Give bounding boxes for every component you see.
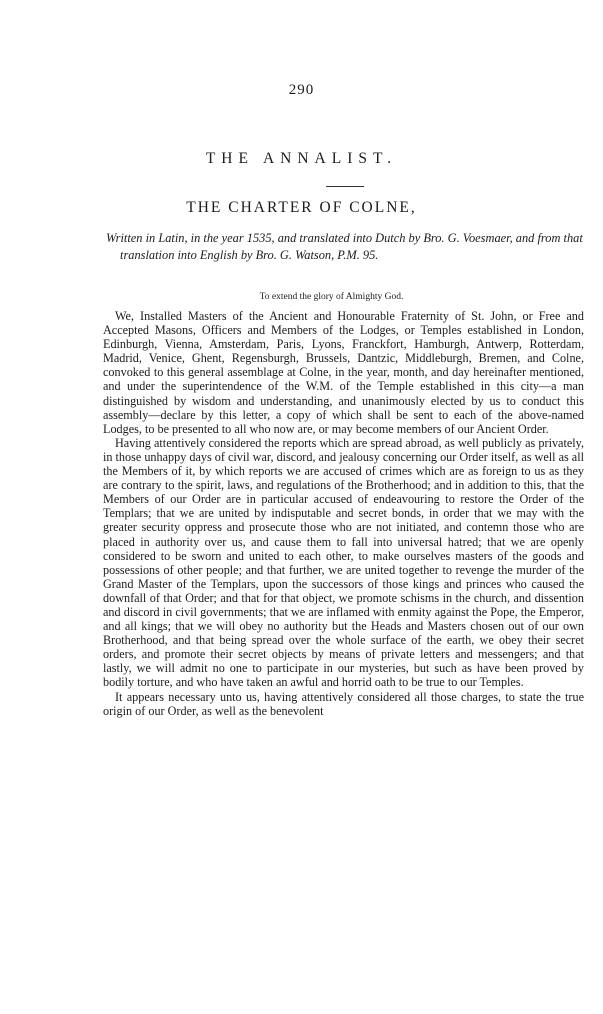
paragraph-3: It appears necessary unto us, having attentively considered all those charges, to state the true origin of our Order, as well as the benevolent [103,689,584,718]
page-number: 290 [288,82,315,98]
chapter-title: THE CHARTER OF COLNE, [186,199,417,216]
paragraph-1: We, Installed Masters of the Ancient and Honourable Fraternity of St. John, or Free and Accepted Masons, Officers and Members of the Lodges, or Temples established in London, Edinburgh, Vienna, Amsterdam, Paris, Lyons, Franckfort, Hamburgh, Antwerp, Rotterdam, Madrid, Venice, Ghent, Regensburgh, Brussels, Dantzic, Middleburgh, Bremen, and Colne, convoked to this general assemblage at Colne, in the year, month, and day hereinafter mentioned, and under the superintendence of the W.M. of the Temple established in this city—a man distinguished by wisdom and understanding, and unanimously elected by us to conduct this assembly—declare by this letter, a copy of which shall be sent to each of the above-named Lodges, to be presented to all who now are, or may become members of our Ancient Order. [103,309,584,436]
title-rule [326,186,364,187]
running-head: THE ANNALIST. [205,150,398,167]
dedication-line: To extend the glory of Almighty God. [259,292,404,302]
chapter-subtitle: Written in Latin, in the year 1535, and translated into Dutch by Bro. G. Voesmaer, and from that translation into English by Bro. G. Watson, P.M. 95. [106,231,583,262]
body-text [103,309,584,718]
paragraph-2: Having attentively considered the reports which are spread abroad, as well publicly as privately, in those unhappy days of civil war, discord, and jealousy concerning our Order itself, as well as all the Members of it, by which reports we are accused of crimes which are as foreign to us as they are contrary to the spirit, laws, and regulations of the Brotherhood; and in addition to this, that the Members of our Order are in particular accused of endeavouring to restore the Order of the Templars; that we are united by indisputable and secret bonds, in order that we may with the greater security oppress and prosecute those who are not initiated, and contemn those who are placed in authority over us, and cause them to fall into universal hatred; that we are openly considered to be sworn and united to each other, to make ourselves masters of the goods and possessions of other people; and that further, we are united together to revenge the murder of the Grand Master of the Templars, upon the successors of those kings and princes who caused the downfall of that Order; and that for that object, we promote schisms in the church, and dissention and discord in civil governments; that we are inflamed with enmity against the Pope, the Emperor, and all kings; that we will obey no authority but the Heads and Masters chosen out of our own Brotherhood, and that being spread over the whole surface of the earth, we obey their secret orders, and promote their secret objects by means of private letters and messengers; and that lastly, we will admit no one to participate in our mysteries, but such as have been proved by bodily torture, and who have taken an awful and horrid oath to be true to our Temples. [103,435,584,690]
